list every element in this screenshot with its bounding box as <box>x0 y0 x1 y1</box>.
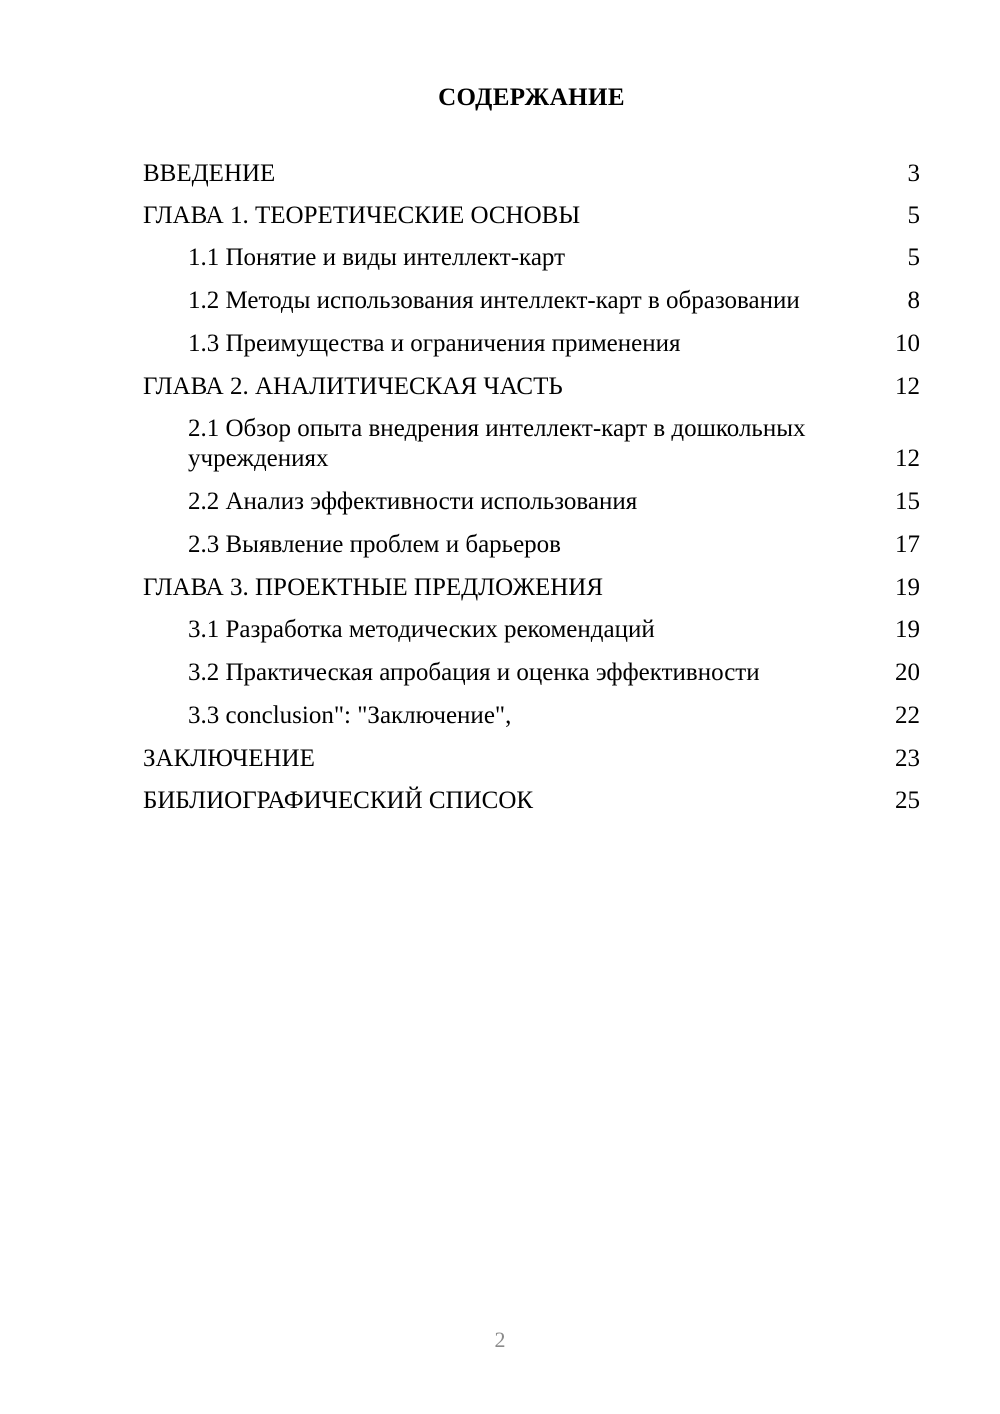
toc-entry[interactable] <box>143 786 920 816</box>
toc-entry-page-number: 19 <box>895 573 920 601</box>
toc-entry[interactable] <box>143 744 920 774</box>
toc-entry-page-number: 3 <box>907 159 920 187</box>
toc-entry-page-number: 12 <box>895 372 920 400</box>
toc-entry-page-number: 10 <box>895 329 920 357</box>
toc-entry[interactable] <box>143 329 920 359</box>
toc-entry[interactable] <box>143 201 920 231</box>
toc-entry-page-number: 20 <box>895 658 920 686</box>
toc-entry-label: 1.2 Методы использования интеллект-карт в образовании <box>188 286 800 314</box>
table-of-contents <box>143 159 920 816</box>
toc-entry-label: 1.1 Понятие и виды интеллект-карт <box>188 243 566 271</box>
toc-entry[interactable] <box>143 159 920 189</box>
toc-entry-label: ГЛАВА 3. ПРОЕКТНЫЕ ПРЕДЛОЖЕНИЯ <box>143 573 604 601</box>
toc-entry[interactable] <box>143 243 920 273</box>
toc-entry-page-number: 15 <box>895 487 920 515</box>
toc-entry-page-number: 17 <box>895 530 920 558</box>
toc-entry-label: 3.2 Практическая апробация и оценка эффективности <box>188 658 760 686</box>
toc-entry-label: ВВЕДЕНИЕ <box>143 159 276 187</box>
toc-entry-page-number: 5 <box>907 243 920 271</box>
toc-entry[interactable] <box>143 530 920 560</box>
toc-entry-label: 2.1 Обзор опыта внедрения интеллект-карт в дошкольных учреждениях <box>188 414 812 472</box>
toc-entry-label: 3.3 conclusion": "Заключение", <box>188 701 512 729</box>
toc-entry[interactable] <box>143 615 920 645</box>
toc-entry-label: 3.1 Разработка методических рекомендаций <box>188 615 655 643</box>
toc-entry-label: ГЛАВА 2. АНАЛИТИЧЕСКАЯ ЧАСТЬ <box>143 372 563 400</box>
toc-entry[interactable] <box>143 414 920 474</box>
toc-entry[interactable] <box>143 658 920 688</box>
toc-entry[interactable] <box>143 701 920 731</box>
toc-entry-page-number: 5 <box>907 201 920 229</box>
page-title: СОДЕРЖАНИЕ <box>438 84 625 111</box>
toc-entry-page-number: 8 <box>907 286 920 314</box>
toc-entry-label: ЗАКЛЮЧЕНИЕ <box>143 744 315 772</box>
toc-entry-label: ГЛАВА 1. ТЕОРЕТИЧЕСКИЕ ОСНОВЫ <box>143 201 581 229</box>
toc-entry[interactable] <box>143 372 920 402</box>
page-content <box>143 84 920 828</box>
toc-entry-page-number: 25 <box>895 786 920 814</box>
toc-entry[interactable] <box>143 573 920 603</box>
toc-entry-label: 2.2 Анализ эффективности использования <box>188 487 638 515</box>
footer-page-number: 2 <box>494 1327 506 1352</box>
toc-entry-page-number: 22 <box>895 701 920 729</box>
toc-entry-page-number: 23 <box>895 744 920 772</box>
toc-entry[interactable] <box>143 487 920 517</box>
toc-entry-page-number: 19 <box>895 615 920 643</box>
toc-entry-page-number: 12 <box>895 444 920 472</box>
toc-entry-label: 1.3 Преимущества и ограничения применения <box>188 329 681 357</box>
toc-entry-label: БИБЛИОГРАФИЧЕСКИЙ СПИСОК <box>143 786 534 814</box>
toc-entry[interactable] <box>143 286 920 316</box>
toc-entry-label: 2.3 Выявление проблем и барьеров <box>188 530 561 558</box>
